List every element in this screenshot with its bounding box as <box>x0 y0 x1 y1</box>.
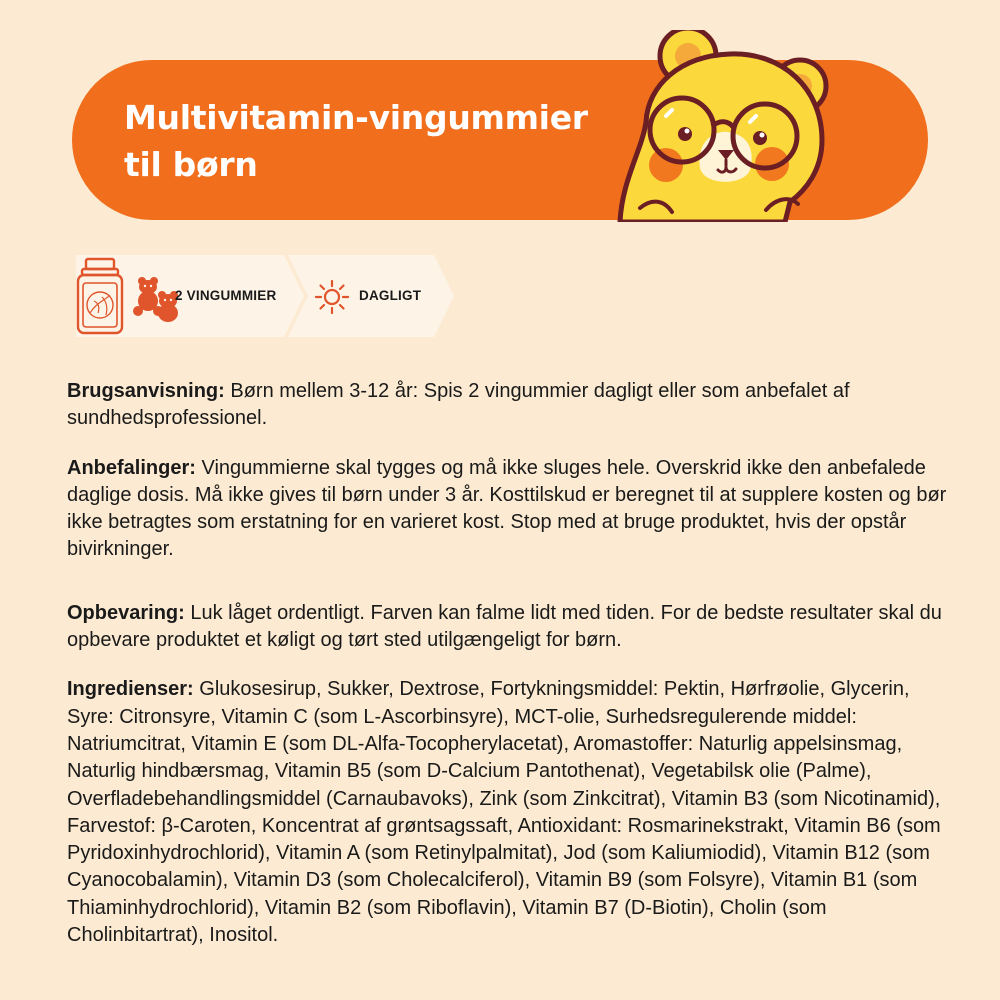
title-line-2: til børn <box>124 145 258 184</box>
usage-heading: Brugsanvisning: <box>67 380 225 402</box>
usage-section <box>67 378 947 433</box>
recommendations-text: Vingummierne skal tygges og må ikke sluges hele. Overskrid ikke den anbefalede daglige dosis. Må ikke gives til børn under 3 år. Kosttilskud er beregnet til at supplere kosten og bør ikke betragtes som erstatning for en varieret kost. Stop med at bruge produktet, hvis der opstår bivirkninger. <box>67 456 947 561</box>
storage-text: Luk låget ordentligt. Farven kan falme lidt med tiden. For de bedste resultater skal du opbevare produktet et køligt og tørt sted utilgængeligt for børn. <box>67 601 942 652</box>
title-line-1: Multivitamin-vingummier <box>124 98 588 137</box>
sun-icon <box>314 279 350 315</box>
dose-label: 2 VINGUMMIER <box>175 288 277 303</box>
storage-heading: Opbevaring: <box>67 601 185 624</box>
recommendations-section <box>67 455 947 564</box>
ingredients-section <box>67 676 947 949</box>
recommendations-heading: Anbefalinger: <box>67 456 196 479</box>
product-info <box>67 378 947 949</box>
page-title <box>124 94 604 188</box>
bear-mascot-icon <box>600 30 840 222</box>
frequency-label: DAGLIGT <box>359 288 422 303</box>
jar-icon <box>76 257 124 335</box>
ingredients-heading: Ingredienser: <box>67 678 194 701</box>
ingredients-text: Glukosesirup, Sukker, Dextrose, Fortykningsmiddel: Pektin, Hørfrøolie, Glycerin, Syre: Citronsyre, Vitamin C (som L-Ascorbinsyre), MCT-olie, Surhedsregulerende middel: Natriumcitrat, Vitamin E (som DL-Alfa-Tocopherylacetat), Aromastoffer: Naturlig appelsinsmag, Naturlig hindbærsmag, Vitamin B5 (som D-Calcium Pantothenat), Vegetabilsk olie (Palme), Overfladebehandlingsmiddel (Carnaubavoks), Zink (som Zinkcitrat), Vitamin B3 (som Nicotinamid), Farvestof: β-Caroten, Koncentrat af grøntsagssaft, Antioxidant: Rosmarinekstrakt, Vitamin B6 (som Pyridoxinhydrochlorid), Vitamin A (som Retinylpalmitat), Jod (som Kaliumiodid), Vitamin B12 (som Cyanocobalamin), Vitamin D3 (som Cholecalciferol), Vitamin B9 (som Folsyre), Vitamin B1 (som Thiaminhydrochlorid), Vitamin B2 (som Riboflavin), Vitamin B7 (D-Biotin), Cholin (som Cholinbitartrat), Inositol. <box>67 678 941 947</box>
usage-text: Børn mellem 3-12 år: Spis 2 vingummier dagligt eller som anbefalet af sundhedsprofessionel. <box>67 380 850 430</box>
storage-section <box>67 600 947 655</box>
dosage-badges <box>76 255 456 337</box>
